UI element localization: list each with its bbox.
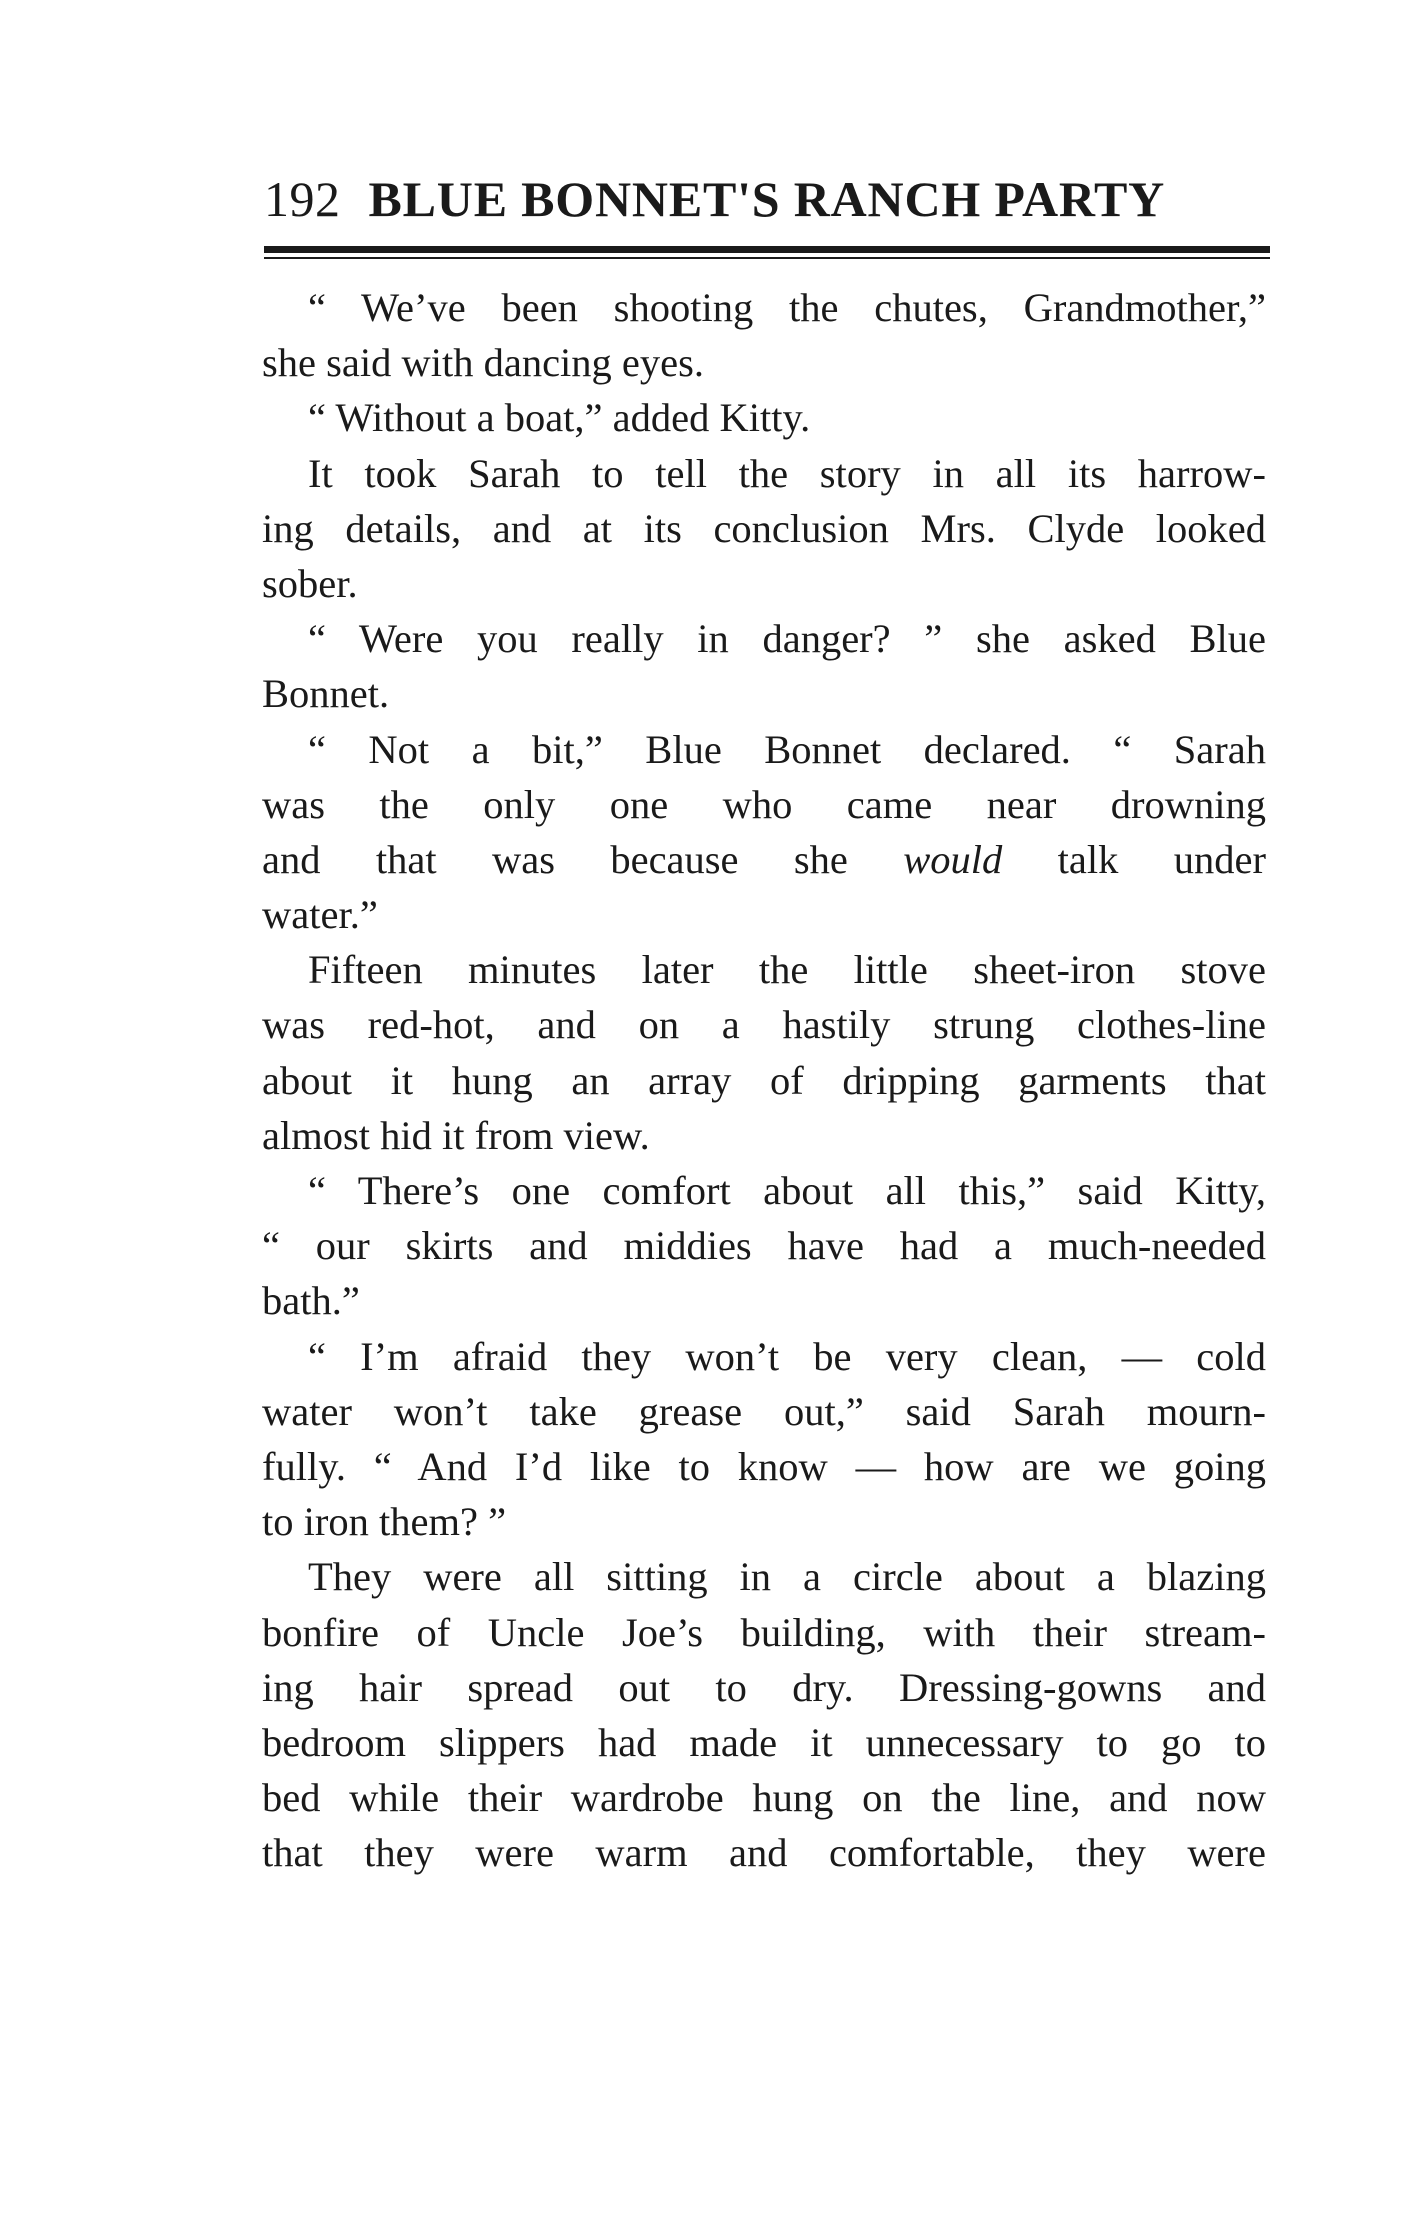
text-segment: and that was because she xyxy=(262,836,904,882)
text-line: ing details, and at its conclusion Mrs. Clyde looked xyxy=(262,505,1266,551)
text-line: about it hung an array of dripping garments that xyxy=(262,1057,1266,1103)
page-number: 192 xyxy=(264,171,341,227)
text-line: bonfire of Uncle Joe’s building, with their stream- xyxy=(262,1609,1266,1655)
text-line: “ our skirts and middies have had a much-needed xyxy=(262,1223,1266,1269)
text-line: It took Sarah to tell the story in all its harrow- xyxy=(308,450,1266,496)
text-line: “ Were you really in danger? ” she asked Blue xyxy=(308,616,1266,662)
text-line: she said with dancing eyes. xyxy=(262,340,705,386)
text-line: Fifteen minutes later the little sheet-iron stove xyxy=(308,947,1266,993)
text-line: bedroom slippers had made it unnecessary to go to xyxy=(262,1719,1266,1765)
text-line: “ We’ve been shooting the chutes, Grandmother,” xyxy=(308,285,1266,330)
text-line: fully. “ And I’d like to know — how are we going xyxy=(262,1443,1266,1489)
text-line-with-italic xyxy=(262,832,1266,887)
text-line: water won’t take grease out,” said Sarah mourn- xyxy=(262,1388,1266,1434)
text-line: was the only one who came near drowning xyxy=(262,781,1266,827)
body-text xyxy=(262,280,1266,1880)
text-line: water.” xyxy=(262,892,378,938)
text-line: ing hair spread out to dry. Dressing-gowns and xyxy=(262,1664,1266,1710)
text-segment: talk under xyxy=(1002,836,1266,882)
text-line: that they were warm and comfortable, they were xyxy=(262,1830,1266,1876)
text-line: Bonnet. xyxy=(262,671,390,717)
text-line: They were all sitting in a circle about a blazing xyxy=(308,1554,1266,1600)
text-line: “ I’m afraid they won’t be very clean, — cold xyxy=(308,1333,1266,1379)
text-line: “ Not a bit,” Blue Bonnet declared. “ Sarah xyxy=(308,726,1266,772)
header-rule-thin xyxy=(264,257,1270,259)
text-line: “ Without a boat,” added Kitty. xyxy=(308,395,811,441)
text-line: bed while their wardrobe hung on the line, and now xyxy=(262,1775,1266,1821)
text-line: was red-hot, and on a hastily strung clothes-line xyxy=(262,1002,1266,1048)
running-head xyxy=(264,170,1270,240)
italic-word: would xyxy=(903,836,1003,882)
text-line: “ There’s one comfort about all this,” said Kitty, xyxy=(308,1168,1266,1213)
text-line: sober. xyxy=(262,560,358,606)
text-line: almost hid it from view. xyxy=(262,1112,650,1158)
text-line: to iron them? ” xyxy=(262,1499,507,1545)
header-rule-thick xyxy=(264,246,1270,253)
text-line: bath.” xyxy=(262,1278,360,1324)
book-title: BLUE BONNET'S RANCH PARTY xyxy=(368,171,1166,227)
